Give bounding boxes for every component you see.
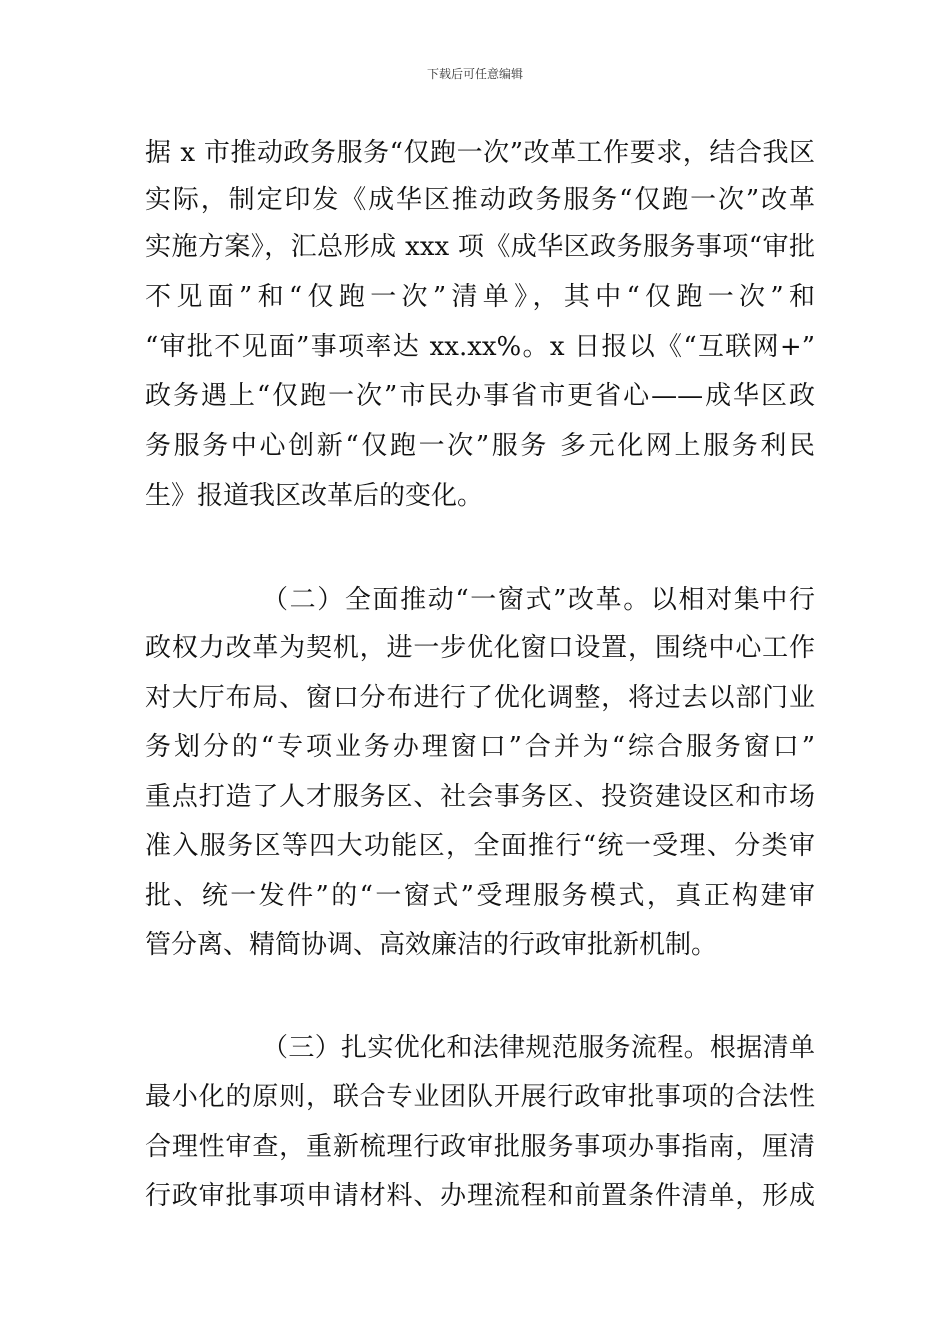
- header-note: 下载后可任意编辑: [426, 67, 523, 81]
- text-line: 生》报道我区改革后的变化。: [145, 481, 484, 511]
- text-line: 合理性审查，重新梳理行政审批服务事项办事指南，厘清: [145, 1132, 815, 1162]
- text-line: 据 x 市推动政务服务“仅跑一次”改革工作要求，结合我区: [145, 138, 815, 168]
- text-line: 准入服务区等四大功能区，全面推行“统一受理、分类审: [145, 831, 815, 861]
- text-line: “审批不见面”事项率达 xx.xx%。x 日报以《“互联网+”: [145, 332, 815, 362]
- text-line: 不见面”和“仅跑一次”清单》，其中“仅跑一次”和: [145, 282, 815, 312]
- text-line: 重点打造了人才服务区、社会事务区、投资建设区和市场: [145, 782, 815, 812]
- text-line: 政务遇上“仅跑一次”市民办事省市更省心——成华区政: [145, 381, 815, 411]
- text-line: 实际，制定印发《成华区推动政务服务“仅跑一次”改革: [145, 185, 815, 215]
- text-line: （二）全面推动“一窗式”改革。以相对集中行: [262, 585, 815, 615]
- text-line: 政权力改革为契机，进一步优化窗口设置，围绕中心工作: [145, 633, 815, 663]
- text-line: 务划分的“专项业务办理窗口”合并为“综合服务窗口”: [145, 732, 815, 762]
- text-line: 管分离、精简协调、高效廉洁的行政审批新机制。: [145, 930, 718, 960]
- text-line: 对大厅布局、窗口分布进行了优化调整，将过去以部门业: [145, 683, 815, 713]
- text-line: 行政审批事项申请材料、办理流程和前置条件清单，形成: [145, 1181, 815, 1211]
- text-line: （三）扎实优化和法律规范服务流程。根据清单: [262, 1033, 815, 1063]
- text-line: 实施方案》，汇总形成 xxx 项《成华区政务服务事项“审批: [145, 232, 815, 262]
- text-line: 最小化的原则，联合专业团队开展行政审批事项的合法性: [145, 1082, 815, 1112]
- text-line: 批、统一发件”的“一窗式”受理服务模式，真正构建审: [145, 881, 815, 911]
- text-line: 务服务中心创新“仅跑一次”服务 多元化网上服务利民: [145, 431, 815, 461]
